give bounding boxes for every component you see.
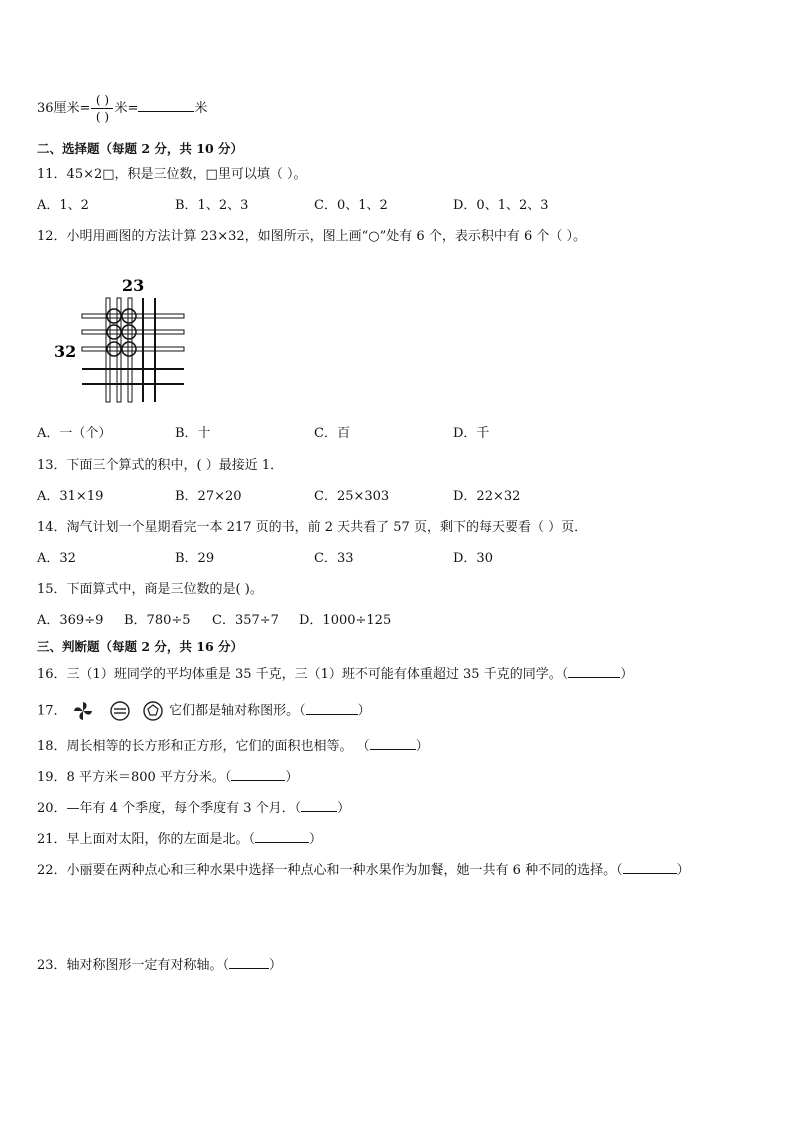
question-14: 14．淘气计划一个星期看完一本 217 页的书，前 2 天共看了 57 页，剩下的每天要看（ ）页． (37, 520, 588, 535)
q13-option-b[interactable]: B．27×20 (175, 489, 242, 504)
q12-option-a[interactable]: A．一（个） (37, 426, 112, 441)
question-20-end: ） (337, 801, 351, 816)
fraction-numerator[interactable]: ( ) (95, 93, 110, 107)
question-23-text: 23．轴对称图形一定有对称轴。（ (37, 958, 230, 973)
question-23 (37, 956, 282, 975)
q13-option-c[interactable]: C．25×303 (314, 489, 390, 504)
q15-option-a[interactable]: A．369÷9 (37, 613, 104, 628)
flower-circle-icon (141, 700, 165, 722)
q14-option-c[interactable]: C．33 (314, 551, 354, 566)
question-19 (37, 768, 298, 787)
question-18-end: ） (415, 739, 429, 754)
question-21-text: 21．早上面对太阳，你的左面是北。（ (37, 832, 256, 847)
answer-blank[interactable] (229, 956, 269, 969)
question-21 (37, 830, 322, 849)
circle-bars-icon (107, 700, 133, 722)
question-17-text: 它们都是轴对称图形。（ (169, 703, 306, 719)
question-23-end: ） (269, 958, 283, 973)
q12-option-b[interactable]: B．十 (175, 426, 211, 441)
q15-option-d[interactable]: D．1000÷125 (299, 613, 392, 628)
figure-left-label: 32 (54, 342, 77, 361)
question-13: 13．下面三个算式的积中，( ）最接近 1． (37, 458, 284, 473)
question-19-text: 19．8 平方米＝800 平方分米。（ (37, 770, 232, 785)
question-16-end: ） (620, 667, 634, 682)
question-16 (37, 665, 633, 684)
conversion-suffix: 米 (194, 101, 208, 116)
answer-blank[interactable] (138, 99, 194, 112)
conversion-prefix: 36厘米= (37, 101, 91, 116)
question-20 (37, 799, 350, 818)
q14-option-d[interactable]: D．30 (453, 551, 493, 566)
answer-blank[interactable] (623, 861, 677, 874)
section-heading-choice: 二、选择题（每题 2 分，共 10 分） (37, 141, 244, 156)
q15-option-b[interactable]: B．780÷5 (124, 613, 191, 628)
conversion-mid: 米= (114, 101, 139, 116)
q15-option-c[interactable]: C．357÷7 (212, 613, 279, 628)
question-17 (37, 700, 371, 722)
question-18-text: 18．周长相等的长方形和正方形，它们的面积也相等。 （ (37, 739, 370, 754)
fraction (91, 93, 113, 124)
question-22 (37, 861, 690, 880)
answer-blank[interactable] (255, 830, 309, 843)
answer-blank[interactable] (306, 702, 358, 715)
q13-option-d[interactable]: D．22×32 (453, 489, 521, 504)
q12-option-c[interactable]: C．百 (314, 426, 350, 441)
q11-option-d[interactable]: D．0、1、2、3 (453, 198, 549, 213)
q12-option-d[interactable]: D．千 (453, 426, 490, 441)
unit-conversion-line (37, 93, 207, 124)
fraction-denominator[interactable]: ( ) (95, 110, 110, 124)
question-18 (37, 737, 429, 756)
q14-option-b[interactable]: B．29 (175, 551, 215, 566)
question-17-end: ） (357, 703, 371, 719)
question-11: 11．45×2□，积是三位数，□里可以填（ ）。 (37, 167, 307, 182)
question-15: 15．下面算式中，商是三位数的是( )。 (37, 582, 263, 597)
q11-option-a[interactable]: A．1、2 (37, 198, 89, 213)
section-heading-judgement: 三、判断题（每题 2 分，共 16 分） (37, 639, 244, 654)
question-17-number: 17． (37, 703, 67, 719)
question-22-end: ） (676, 863, 690, 878)
question-20-text: 20．—年有 4 个季度，每个季度有 3 个月．（ (37, 801, 302, 816)
answer-blank[interactable] (370, 737, 416, 750)
answer-blank[interactable] (568, 665, 620, 678)
figure-top-label: 23 (122, 276, 145, 295)
q13-option-a[interactable]: A．31×19 (37, 489, 104, 504)
question-21-end: ） (309, 832, 323, 847)
answer-blank[interactable] (231, 768, 285, 781)
question-22-text: 22．小丽要在两种点心和三种水果中选择一种点心和一种水果作为加餐，她一共有 6 种不同的选择。（ (37, 863, 623, 878)
q11-option-b[interactable]: B．1、2、3 (175, 198, 249, 213)
question-12: 12．小明用画图的方法计算 23×32，如图所示，图上画“○”处有 6 个，表示积中有 6 个（ ）。 (37, 229, 586, 244)
multiplication-grid-figure (50, 272, 200, 407)
question-19-end: ） (285, 770, 299, 785)
q11-option-c[interactable]: C．0、1、2 (314, 198, 388, 213)
pinwheel-icon (71, 700, 95, 722)
question-16-text: 16．三（1）班同学的平均体重是 35 千克，三（1）班不可能有体重超过 35 千克的同学。（ (37, 667, 569, 682)
answer-blank[interactable] (301, 799, 337, 812)
q14-option-a[interactable]: A．32 (37, 551, 76, 566)
